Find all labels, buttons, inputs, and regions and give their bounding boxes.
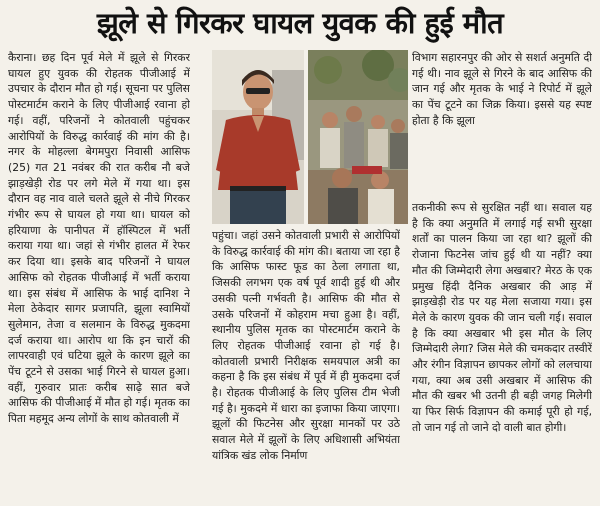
family-at-police-station-image <box>308 50 408 224</box>
article-column-1 <box>8 50 190 502</box>
article-column-4 <box>412 200 592 502</box>
victim-portrait-image <box>212 50 304 224</box>
column-2-text: पहुंचा। जहां उसने कोतवाली प्रभारी से आरोपियों के विरुद्ध कार्रवाई की मांग की। बताया जा रहा है कि आसिफ फास्ट फूड का ठेला लगाता था, जिसकी लगभग एक वर्ष पूर्व शादी हुई थी और उसकी पत्नी गर्भवती है। आसिफ की मौत से उसके परिजनों में कोहराम मचा हुआ है। वहीं, स्थानीय पुलिस मृतक का पोस्टमार्टम कराने के लिए रोहतक पीजीआई रवाना हो गई है। कोतवाली प्रभारी निरीक्षक समयपाल अत्री का कहना है कि इस संबंध में पूर्व में ही मुकदमा दर्ज है। रोहतक पीजीआई के लिए पुलिस टीम भेजी गई है। मुकदमे में धारा का इजाफा किया जाएगा। झूलों की फिटनेस और सुरक्षा मानकों पर उठे सवाल मेले में झूलों के लिए अधिशासी अभियंता यांत्रिक खंड लोक निर्माण <box>212 229 400 462</box>
police-station-photo <box>308 50 408 224</box>
column-3-text: विभाग सहारनपुर की ओर से सशर्त अनुमति दी गई थी। नाव झूले से गिरने के बाद आसिफ की जान गई और मृतक के भाई ने रिपोर्ट में झूले का पेंच टूटने का जिक्र किया। इससे यह स्पष्ट होता है कि झूला <box>412 51 592 127</box>
article-column-3 <box>412 50 592 200</box>
victim-photo <box>212 50 304 224</box>
column-4-text: तकनीकी रूप से सुरक्षित नहीं था। सवाल यह है कि क्या अनुमति में लगाई गई सभी सुरक्षा शर्तों का पालन किया जा रहा था? झूलों की रोजाना फिटनेस जांच हुई थी या नहीं? क्या मौत की जिम्मेदारी लेगा अखबार? मेरठ के एक प्रमुख हिंदी दैनिक अखबार की आड़ में झाड़खेड़ी रोड पर यह मेला सजाया गया। इस मेले के कारण युवक की जान चली गई। सवाल है कि क्या अखबार भी इस मौत के लिए जिम्मेदारी लेगा? जिस मेले की चमकदार तस्वीरें और रंगीन विज्ञापन छापकर लोगों को ललचाया गया, क्या अब उसी अखबार में आसिफ की मौत की खबर भी उतनी ही बड़ी जगह मिलेगी या फिर सिर्फ विज्ञापन की कमाई पूरी हो गई, तो जान गई तो जाने दो वाली बात होगी। <box>412 201 592 434</box>
column-1-text: कैराना। छह दिन पूर्व मेले में झूले से गिरकर घायल हुए युवक की रोहतक पीजीआई में उपचार के दौरान मौत हो गई। सूचना पर पुलिस पोस्टमार्टम कराने के लिए पीजीआई रवाना हो गई। वहीं, परिजनों ने कोतवाली पहुंचकर आरोपियों के विरुद्ध कार्रवाई की मांग की है। नगर के मोहल्ला बेगमपुरा निवासी आसिफ (25) गत 21 नवंबर की रात करीब नौ बजे झाड़खेड़ी रोड पर लगे मेले में गया था। इस दौरान वह नाव वाले चलते झूले से नीचे गिरकर गंभीर रूप से घायल हो गया था। घायल को हरियाणा के पानीपत में हॉस्पिटल में भर्ती कराया गया था। जहां से गंभीर हालत में रेफर कर दिया था। इसके बाद परिजनों ने घायल आसिफ को रोहतक पीजीआई में भर्ती कराया था। इस संबंध में आसिफ के भाई दानिश ने मेला ठेकेदार सागर प्रजापति, झूला स्वामियों सुलेमान, तेजा व सलमान के विरुद्ध मुकदमा दर्ज कराया था। आरोप था कि इन चारों की लापरवाही एवं घटिया झूले के कारण झूले का पेंच टूटने से उसका भाई गिरने से घायल हुआ। वहीं, गुरुवार प्रातः करीब साढ़े सात बजे आसिफ की पीजीआई में मौत हो गई। मृतक का पिता महमूद अन्य लोगों के साथ कोतवाली में <box>8 51 190 426</box>
article-headline: झूले से गिरकर घायल युवक की हुई मौत <box>96 6 504 40</box>
article-column-2 <box>212 228 400 502</box>
